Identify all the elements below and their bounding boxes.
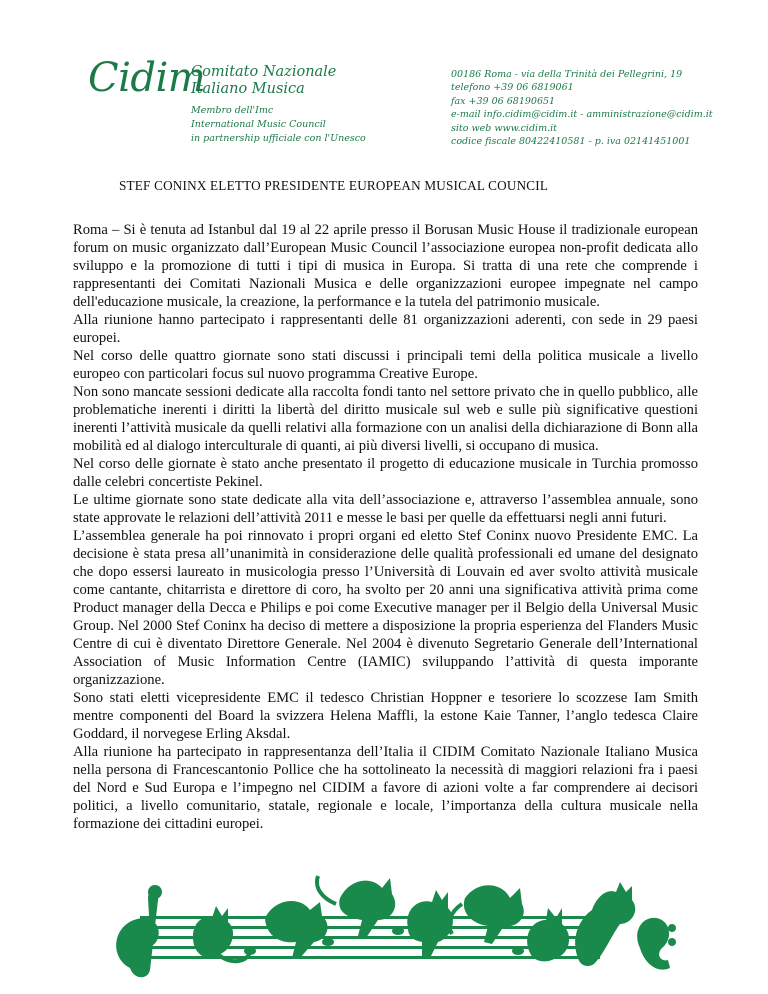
cidim-logo: Cidim [88, 55, 206, 101]
paragraph-assembly: Le ultime giornate sono state dedicate alla vita dell’associazione e, attraverso l’assemblea annuale, sono state approvate le relazioni dell’attività 2011 e messe le basi per quelle da effettuarsi negli anni futuri. [73, 492, 698, 526]
article-body [73, 221, 698, 833]
contact-phone: telefono +39 06 6819061 [451, 82, 574, 94]
document-title: STEF CONINX ELETTO PRESIDENTE EUROPEAN MUSICAL COUNCIL [119, 178, 549, 193]
paragraph-topics: Nel corso delle quattro giornate sono stati discussi i principali temi della politica musicale a livello europeo con particolari focus sul nuovo programma Creative Europe. [73, 348, 698, 382]
affiliation-line2: International Music Council [191, 119, 326, 130]
paragraph-intro: Roma – Si è tenuta ad Istanbul dal 19 al 22 aprile presso il Borusan Music House il tradizionale european forum on music organizzato dall’European Music Council l’associazione europea non-profit dedicata allo sviluppo e la promozione di tutti i tipi di musica in Europa. Si tratta di una rete che comprende i rappresentanti dei Comitati Nazionali Musica e delle organizzazioni europee impegnate nel campo dell'educazione musicale, la creazione, la performance e la tutela del patrimonio musicale. [73, 222, 698, 310]
affiliation-line3: in partnership ufficiale con l'Unesco [191, 133, 366, 144]
contact-email: e-mail info.cidim@cidim.it - amministrazione@cidim.it [451, 109, 713, 121]
org-name-line1: Comitato Nazionale [191, 64, 337, 80]
contact-fax: fax +39 06 68190651 [451, 95, 556, 107]
paragraph-board: Sono stati eletti vicepresidente EMC il tedesco Christian Hoppner e tesoriere lo scozzese Iam Smith mentre componenti del Board la svizzera Helena Maffli, la estone Kaie Tanner, l’anglo tedesca Claire Goddard, il norvegese Erling Aksdal. [73, 690, 698, 742]
contact-website: sito web www.cidim.it [451, 122, 557, 134]
paragraph-sessions: Non sono mancate sessioni dedicate alla raccolta fondi tanto nel settore privato che in quello pubblico, alle problematiche inerenti i diritti la libertà del diritto musicale sul web e sulle più significative questioni inerenti l’attività musicale da quelli relativi alla formazione con un analisi della dichiarazione di Bonn alla mobilità ed al dialogo interculturale di quanti, ai più diversi livelli, si occupano di musica. [73, 384, 698, 454]
paragraph-participants: Alla riunione hanno partecipato i rappresentanti delle 81 organizzazioni aderenti, con sede in 29 paesi europei. [73, 312, 698, 346]
contact-fiscal-code: codice fiscale 80422410581 - p. iva 02141451001 [451, 136, 691, 148]
organization-name [191, 64, 336, 98]
cats-on-staff-icon [100, 858, 680, 983]
organization-affiliation [191, 104, 366, 146]
contact-address: 00186 Roma - via della Trinità dei Pellegrini, 19 [451, 69, 683, 80]
org-name-line2: Italiano Musica [191, 81, 305, 97]
letterhead [0, 0, 768, 160]
musical-cats-illustration [100, 858, 680, 983]
paragraph-project: Nel corso delle giornate è stato anche presentato il progetto di educazione musicale in Turchia promosso dalle celebri concertiste Pekinel. [73, 456, 698, 490]
contact-block [451, 68, 713, 148]
affiliation-line1: Membro dell'Imc [191, 105, 274, 116]
paragraph-election: L’assemblea generale ha poi rinnovato i propri organi ed eletto Stef Coninx nuovo Presidente EMC. La decisione è stata presa all’unanimità in considerazione delle qualità professionali ed umane del designato che dopo essersi laureato in musicologia presso l’Università di Louvain ed aver svolto attività musicale come cantante, chitarrista e direttore di coro, ha svolto per 20 anni una significativa attività prima come Product manager della Decca e Philips e poi come Executive manager per il Belgio della Universal Music Group. Nel 2000 Stef Coninx ha deciso di mettere a disposizione la propria esperienza del Flanders Music Centre di cui è diventato Direttore Generale. Nel 2004 è divenuto Segretario Generale dell’International Association of Music Information Centre (IAMIC) sviluppando l’attività di questa imporante organizzazione. [73, 528, 698, 688]
paragraph-italy: Alla riunione ha partecipato in rappresentanza dell’Italia il CIDIM Comitato Nazionale Italiano Musica nella persona di Francescantonio Pollice che ha sottolineato la necessità di maggiori relazioni fra i paesi del Nord e Sud Europa e l’impegno nel CIDIM a favore di azioni volte a far comprendere ai decisori politici, a livello comunitario, statale, regionale e locale, l’importanza della cultura musicale nella formazione dei cittadini europei. [73, 744, 698, 832]
